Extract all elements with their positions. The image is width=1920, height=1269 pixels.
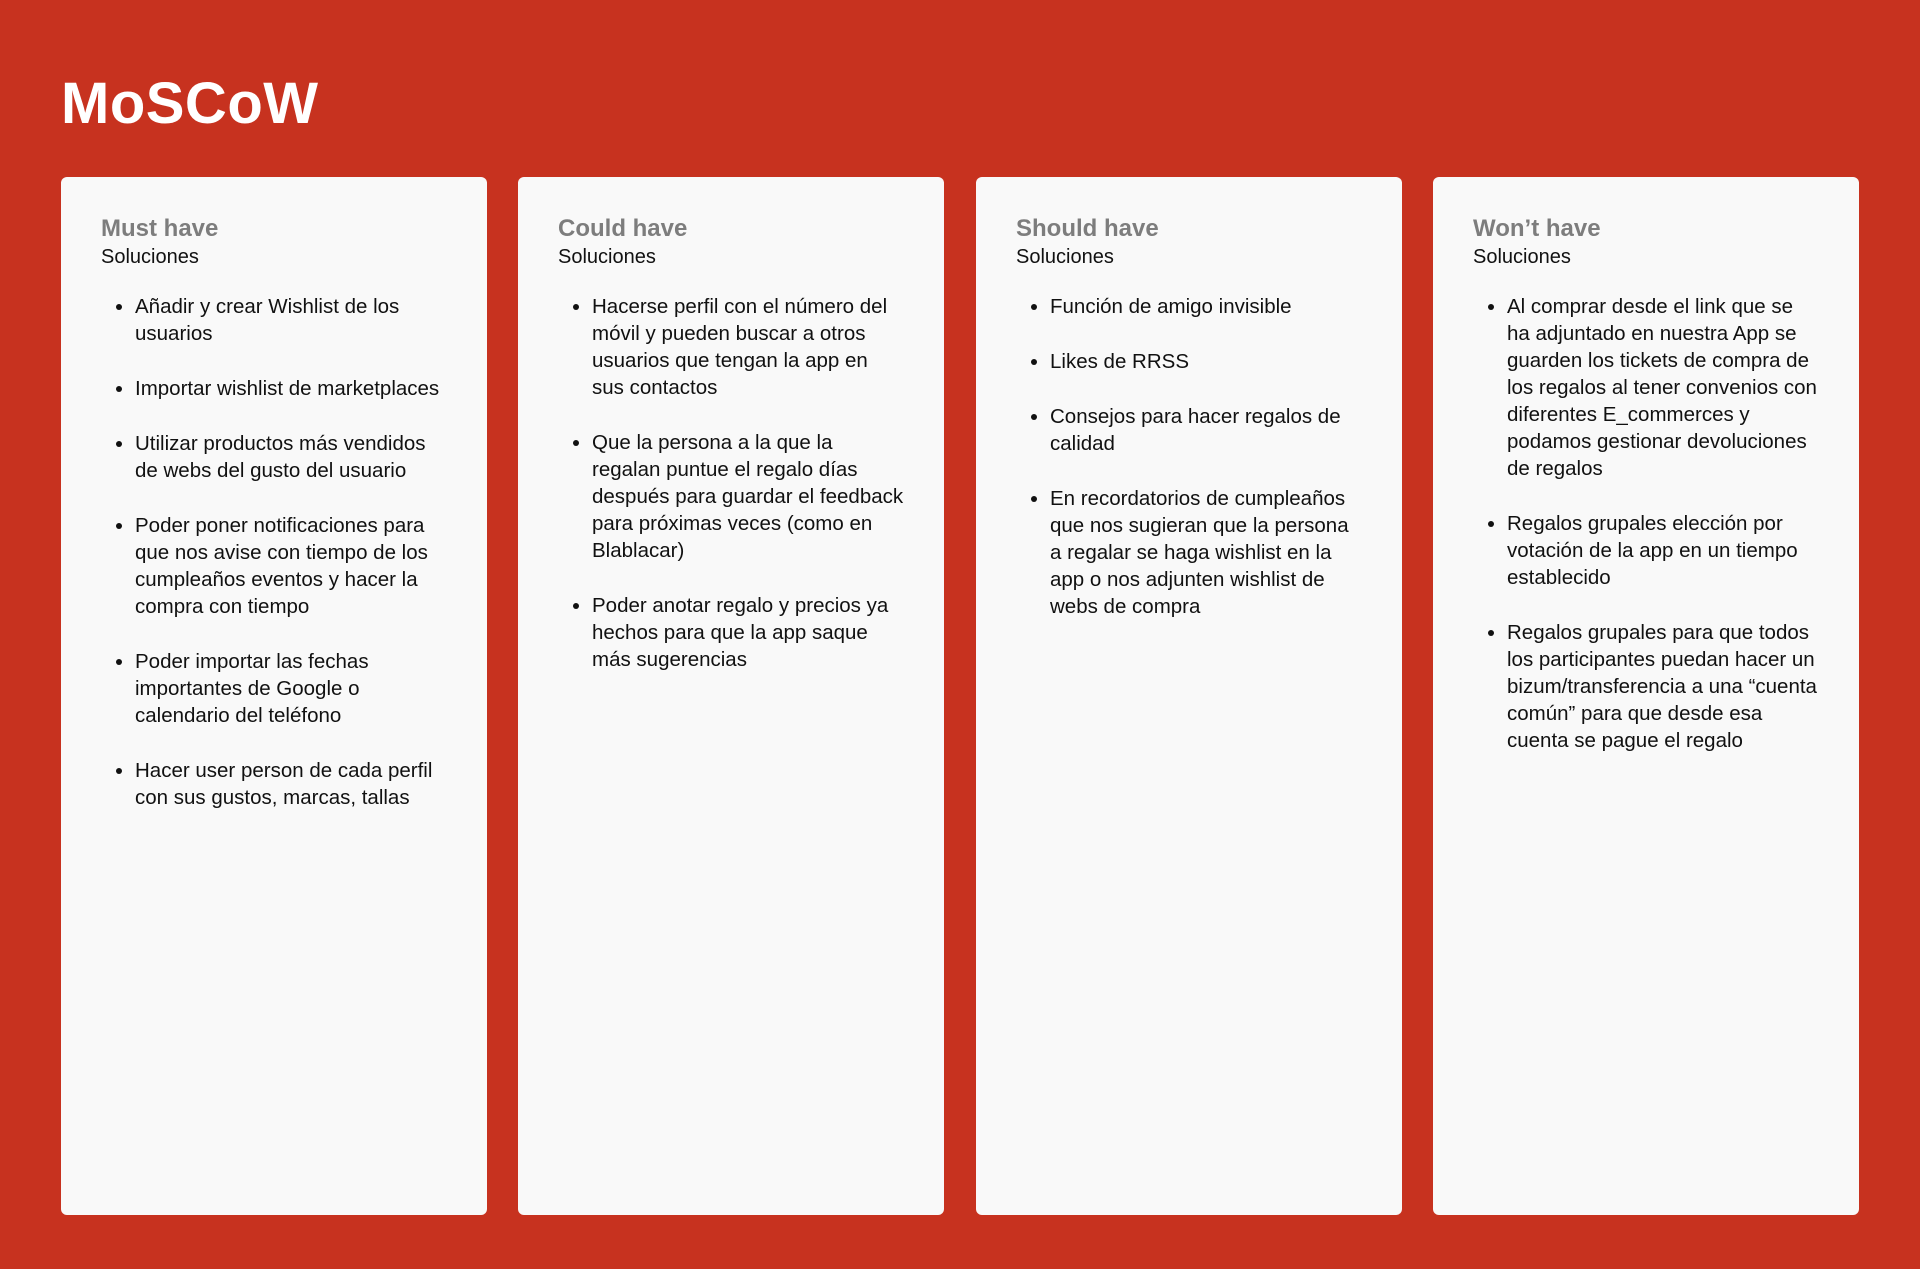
column-could-have [518, 177, 944, 1215]
moscow-board [61, 177, 1859, 1216]
column-subheading: Soluciones [558, 246, 656, 268]
column-should-have [976, 177, 1402, 1215]
column-subheading: Soluciones [1016, 246, 1114, 268]
list-item: • Poder anotar regalo y precios ya hechos para que la app saque más sugerencias [592, 592, 904, 673]
list-item: • Regalos grupales para que todos los participantes puedan hacer un bizum/transferencia a una “cuenta común” para que desde esa cuenta se pague el regalo [1507, 619, 1819, 754]
column-wont-have [1433, 177, 1859, 1215]
list-item: • Likes de RRSS [1050, 348, 1362, 375]
list-item: • Añadir y crear Wishlist de los usuarios [135, 293, 447, 347]
list-item: • Importar wishlist de marketplaces [135, 375, 447, 402]
item-list [1473, 293, 1819, 754]
column-subheading: Soluciones [101, 246, 199, 268]
list-item: • Función de amigo invisible [1050, 293, 1362, 320]
column-heading: Must have [101, 215, 219, 242]
list-item: • Hacer user person de cada perfil con sus gustos, marcas, tallas [135, 757, 447, 811]
list-item: • Consejos para hacer regalos de calidad [1050, 403, 1362, 457]
column-heading: Could have [558, 215, 688, 242]
list-item: • Que la persona a la que la regalan puntue el regalo días después para guardar el feedback para próximas veces (como en Blablacar) [592, 429, 904, 564]
column-heading: Won’t have [1473, 215, 1601, 242]
board-title: MoSCoW [61, 71, 319, 136]
item-list [1016, 293, 1362, 620]
list-item: • Utilizar productos más vendidos de webs del gusto del usuario [135, 430, 447, 484]
list-item: • Poder importar las fechas importantes de Google o calendario del teléfono [135, 648, 447, 729]
item-list [558, 293, 904, 673]
list-item: • Poder poner notificaciones para que nos avise con tiempo de los cumpleaños eventos y hacer la compra con tiempo [135, 512, 447, 620]
column-heading: Should have [1016, 215, 1159, 242]
list-item: • Hacerse perfil con el número del móvil y pueden buscar a otros usuarios que tengan la app en sus contactos [592, 293, 904, 401]
column-subheading: Soluciones [1473, 246, 1571, 268]
item-list [101, 293, 447, 811]
list-item: • Al comprar desde el link que se ha adjuntado en nuestra App se guarden los tickets de compra de los regalos al tener convenios con diferentes E_commerces y podamos gestionar devoluciones de regalos [1507, 293, 1819, 482]
list-item: • Regalos grupales elección por votación de la app en un tiempo establecido [1507, 510, 1819, 591]
list-item: • En recordatorios de cumpleaños que nos sugieran que la persona a regalar se haga wishlist en la app o nos adjunten wishlist de webs de compra [1050, 485, 1362, 620]
column-must-have [61, 177, 487, 1215]
